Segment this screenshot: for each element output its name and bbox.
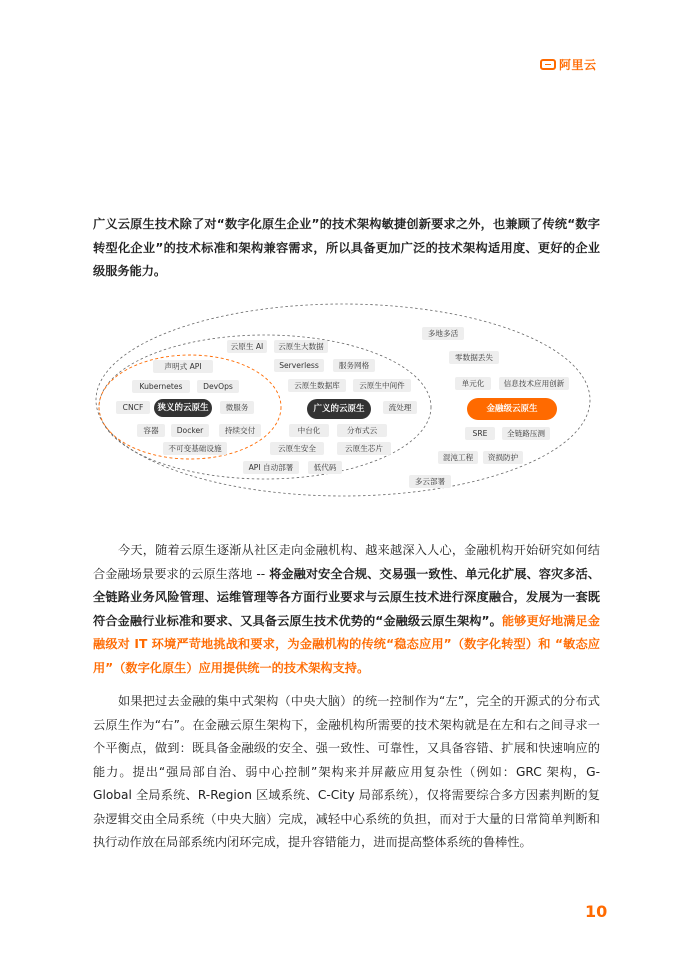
chip-cloud-native-bigdata (274, 340, 328, 353)
svg-text:多地多活: 多地多活 (427, 329, 459, 338)
svg-text:Docker: Docker (176, 426, 204, 435)
svg-text:狭义的云原生: 狭义的云原生 (157, 403, 209, 413)
svg-text:资损防护: 资损防护 (487, 453, 519, 462)
narrow-cloud-native-node (154, 399, 212, 417)
svg-text:中台化: 中台化 (297, 426, 321, 435)
svg-text:声明式 API: 声明式 API (164, 362, 202, 371)
chip-unitization (455, 377, 491, 390)
finance-cloud-native-node (467, 398, 557, 420)
chip-serverless (274, 359, 324, 372)
chip-declarative-api (153, 360, 213, 373)
chip-microservices (220, 401, 254, 414)
aliyun-logo-icon (540, 59, 556, 70)
svg-text:多云部署: 多云部署 (414, 477, 446, 486)
chip-multi-cloud-deploy (409, 475, 451, 488)
chip-service-mesh (333, 359, 375, 372)
chip-api-auto-deploy (243, 461, 299, 474)
para2-bold: 将金融对安全合规、交易强一致性、单元化扩展、容灾多活、全链路业务风险管理、运维管理等各方面行业要求与云原生技术进行深度融合，发展为一套既符合金融行业标准和要求、又具备云原生技术优势的“金融级云原生架构”。 (93, 566, 600, 628)
chip-cloud-native-db (288, 379, 346, 392)
chip-container (137, 424, 165, 437)
svg-text:不可变基础设施: 不可变基础设施 (168, 444, 222, 453)
para2-highlight: 能够更好地满足金融级对 IT 环境严苛地挑战和要求，为金融机构的传统“稳态应用”（数字化转型）和 “敏态应用”（数字化原生）应用提供统一的技术架构支持。 (93, 613, 600, 675)
para-architecture-balance: 如果把过去金融的集中式架构（中央大脑）的统一控制作为“左”，完全的开源式的分布式云原生作为“右”。在金融云原生架构下，金融机构所需要的技术架构就是在左和右之间寻求一个平衡点，做到：既具备金融级的安全、强一致性、可靠性，又具备容错、扩展和快速响应的能力。提出“强局部自治、弱中心控制”架构来并屏蔽应用复杂性（例如：GRC 架构，G-Global 全局系统、R-Region 区域系统、C-City 局部系统），仅将需要综合多方因素判断的复杂逻辑交由全局系统（中央大脑）完成，减轻中心系统的负担，而对于大量的日常简单判断和执行动作放在局部系统内闭环完成，提升容错能力，进而提高整体系统的鲁棒性。 (93, 694, 600, 849)
chip-cloud-native-middleware (353, 379, 411, 392)
chip-full-link-stress-test (502, 427, 550, 440)
para2-plain: 今天，随着云原生逐渐从社区走向金融机构、越来越深入人心，金融机构开始研究如何结合金融场景要求的云原生落地 -- (93, 543, 600, 581)
svg-text:微服务: 微服务 (225, 403, 249, 412)
svg-text:零数据丢失: 零数据丢失 (455, 353, 493, 362)
svg-text:单元化: 单元化 (461, 379, 485, 388)
chip-zero-data-loss (449, 351, 499, 364)
svg-text:云原生安全: 云原生安全 (278, 444, 316, 453)
svg-text:Serverless: Serverless (279, 361, 319, 370)
chip-continuous-delivery (219, 424, 261, 437)
intro-paragraph: 广义云原生技术除了对“数字化原生企业”的技术架构敏捷创新要求之外，也兼顾了传统“数字转型化企业”的技术标准和架构兼容需求，所以具备更加广泛的技术架构适用度、更好的企业级服务能力。 (93, 217, 600, 278)
svg-text:SRE: SRE (472, 429, 488, 438)
svg-text:金融级云原生: 金融级云原生 (486, 404, 538, 414)
svg-text:Kubernetes: Kubernetes (139, 382, 183, 391)
svg-text:流处理: 流处理 (388, 403, 412, 412)
logo-text: 阿里云 (559, 58, 597, 72)
svg-text:云原生中间件: 云原生中间件 (359, 381, 405, 390)
svg-text:广义的云原生: 广义的云原生 (313, 404, 365, 414)
svg-text:服务网格: 服务网格 (338, 361, 370, 370)
svg-text:云原生芯片: 云原生芯片 (345, 444, 383, 453)
chip-cloud-native-security (270, 442, 324, 455)
broad-cloud-native-node (307, 399, 371, 419)
chip-it-innovation (499, 377, 569, 390)
chip-immutable-infra (163, 442, 227, 455)
svg-text:云原生大数据: 云原生大数据 (278, 342, 324, 351)
chip-stream-processing (383, 401, 417, 414)
svg-text:API 自动部署: API 自动部署 (248, 463, 294, 472)
chip-multi-site-active (422, 327, 464, 340)
svg-text:云原生 AI: 云原生 AI (230, 342, 264, 351)
chip-chaos-engineering (438, 451, 478, 464)
para-finance-cloud-native (93, 539, 600, 680)
svg-text:低代码: 低代码 (313, 463, 337, 472)
chip-sre (465, 427, 495, 440)
chip-docker (171, 424, 209, 437)
chip-kubernetes (132, 380, 190, 393)
aliyun-logo (540, 56, 597, 73)
chip-low-code (308, 461, 342, 474)
svg-text:持续交付: 持续交付 (224, 426, 256, 435)
chip-distributed-cloud (337, 424, 387, 437)
svg-text:信息技术应用创新: 信息技术应用创新 (503, 379, 565, 388)
svg-text:全链路压测: 全链路压测 (507, 429, 545, 438)
chip-cloud-native-chip (337, 442, 391, 455)
chip-devops (197, 380, 239, 393)
svg-text:分布式云: 分布式云 (346, 426, 378, 435)
page-number: 10 (585, 902, 608, 921)
svg-text:容器: 容器 (143, 426, 159, 435)
svg-text:云原生数据库: 云原生数据库 (294, 381, 340, 390)
chip-middle-platform (289, 424, 329, 437)
svg-text:混沌工程: 混沌工程 (442, 453, 474, 462)
svg-text:CNCF: CNCF (122, 403, 144, 412)
chip-cloud-native-ai (227, 340, 267, 353)
chip-fund-loss-protection (483, 451, 523, 464)
chip-cncf (116, 401, 150, 414)
svg-text:DevOps: DevOps (203, 382, 233, 391)
cloud-native-diagram (93, 300, 593, 500)
